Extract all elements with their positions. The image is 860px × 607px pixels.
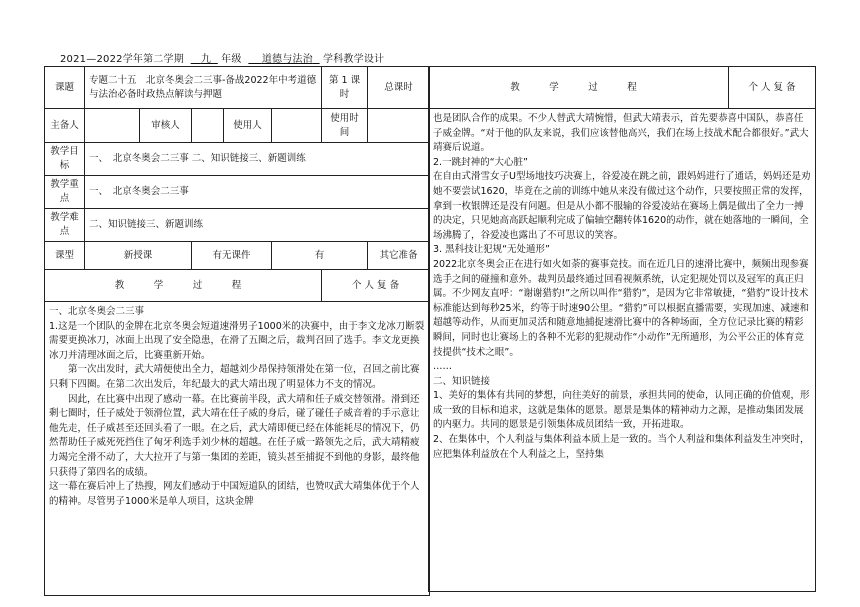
subject-value: 道德与法治 [261,54,313,65]
content-paragraph: 在自由式滑雪女子U型场地技巧决赛上，谷爱凌在跳之前，跟妈妈进行了通话，妈妈还是劝她不要尝试1620，毕竟在之前的训练中她从来没有做过这个动作，只要按照正常的发挥，拿到一枚银牌还是没有问题。但是从小都不服输的谷爱凌站在赛场上偶是做出了全力一搏的决定，只见她高高跃起顺利完成了偏轴空翻转体1620的动作，就在她落地的一瞬间，全场沸腾了，谷爱凌也露出了不可思议的笑容。 [433,171,811,241]
personal-header-left: 个 人 复 备 [322,270,430,302]
total-periods-label: 总课时 [368,67,430,109]
courseware-value: 有 [272,242,368,270]
section-heading: 一、北京冬奥会二三事 [49,306,145,317]
design-label: 学科教学设计 [323,54,385,65]
reviewer-value [192,109,224,143]
use-time-label: 使用时间 [322,109,368,143]
content-paragraph: 1.这是一个团队的金牌在北京冬奥会短道速滑男子1000米的决赛中，由于李文龙冰刀断裂需要更换冰刀，冰面上出现了安全隐患，在滑了五圈之后，裁判召回了选手。李文龙更换冰刀并清理冰面之后，比赛重新开始。 [49,320,425,361]
use-time-value [368,109,430,143]
content-subheading: 3. 黑科技让犯规“无处遁形” [433,244,550,256]
process-header-right: 教 学 过 程 [429,67,729,109]
difficulty-label: 教学难点 [45,209,85,242]
user-value [272,109,322,143]
document-header [60,50,384,65]
lesson-type-value: 新授课 [85,242,192,270]
lesson-plan-form [44,66,815,591]
preparer-label: 主备人 [45,109,85,143]
content-paragraph: 这一幕在赛后冲上了热搜，网友们感动于中国短道队的团结，也赞叹武大靖集体优于个人的精神。尽管男子1000米是单人项目，这块金牌 [49,481,420,507]
left-form-table [44,66,430,596]
content-paragraph: 也是团队合作的成果。不少人替武大靖惋惜，但武大靖表示，首先要恭喜中国队，恭喜任子威金牌。“对于他的队友来说，我们应该替他高兴，我们在场上技战术配合都很好。”武大靖赛后说道。 [433,113,809,154]
content-paragraph: 2、在集体中，个人利益与集体利益本质上是一致的。当个人利益和集体利益发生冲突时，应把集体利益放在个人利益之上，坚持集 [433,434,810,460]
goal-value: 一、 北京冬奥会二三事 二、知识链接三、新题训练 [85,143,430,176]
ellipsis: …… [433,361,452,373]
left-content-cell [45,302,430,596]
courseware-label: 有无课件 [192,242,272,270]
other-prep-label: 其它准备 [368,242,430,270]
process-header-left: 教 学 过 程 [45,270,322,302]
topic-label: 课题 [45,67,85,109]
lesson-type-label: 课型 [45,242,85,270]
user-label: 使用人 [224,109,272,143]
key-point-value: 一、 北京冬奥会二三事 [85,176,430,209]
content-paragraph: 第一次出发时，武大靖便使出全力，超越刘少昂保持领滑处在第一位，召回之前比赛只剩下四圈。在第二次出发后，年纪最大的武大靖出现了明显体力不支的情况。 [49,364,420,390]
personal-header-right: 个 人 复 备 [729,67,816,109]
section-heading: 二、知识链接 [433,375,491,387]
reviewer-label: 审核人 [140,109,192,143]
content-paragraph: 1、美好的集体有共同的梦想，向往美好的前景，承担共同的使命，认同正确的价值观，形成一致的目标和追求，这就是集体的愿景。愿景是集体的精神动力之源，是推动集团发展的内驱力。共同的愿景是引领集体成员团结一致，开拓进取。 [433,390,810,431]
goal-label: 教学目标 [45,143,85,176]
school-year: 2021—2022学年第二学期 [60,54,184,65]
content-subheading: 2.一跳封神的“大心脏” [433,156,528,168]
period-value: 第 1 课时 [322,67,368,109]
right-content-cell [429,109,816,592]
difficulty-value: 二、知识链接三、新题训练 [85,209,430,242]
right-form-table [428,66,816,592]
grade-suffix: 年级 [221,54,242,65]
key-point-label: 教学重点 [45,176,85,209]
content-paragraph: 因此，在比赛中出现了感动一幕。在比赛前半段，武大靖和任子威交替领滑。滑到还剩七圈时，任子威处于领滑位置，武大靖在任子威的身后，碰了碰任子威音着的手示意让他先走，任子威甚至还回头看了一眼。在之后，武大靖即便已经在体能耗尽的情况下，仍然帮助任子威死死挡住了匈牙利选手刘少林的超越。在任子威一路领先之后，武大靖精疲力竭完全滑不动了，大大拉开了与第一集团的差距，镜头甚至捕捉不到他的身影，最终他只获得了第四名的成绩。 [49,393,420,478]
grade-value: 九 [200,54,212,65]
topic-value: 专题二十五 北京冬奥会二三事-备战2022年中考道德与法治必备时政热点解读与押题 [85,67,322,109]
content-paragraph: 2022北京冬奥会正在进行如火如荼的赛事竞技。而在近几日的速滑比赛中，频频出现参赛选手之间的碰撞和意外。裁判员最终通过回看视频系统，认定犯规处罚以及冠军的真正归属。不少网友直呼：“谢谢猎豹!”之所以叫作“猎豹”，是因为它非常敏捷，“猎豹”设计技术标准能达到每秒25米，约等于时速90公里。“猎豹”可以根据直播需要，实现加速、减速和超越等动作，从而更加灵活和随意地捕捉速滑比赛中的各种场面，全方位记录比赛的精彩瞬间，同时也让赛场上的各种不光彩的犯规动作“小动作”无所遁形，为公平公正的体育竞技提供“技术之眼”。 [433,258,810,358]
preparer-value [85,109,140,143]
